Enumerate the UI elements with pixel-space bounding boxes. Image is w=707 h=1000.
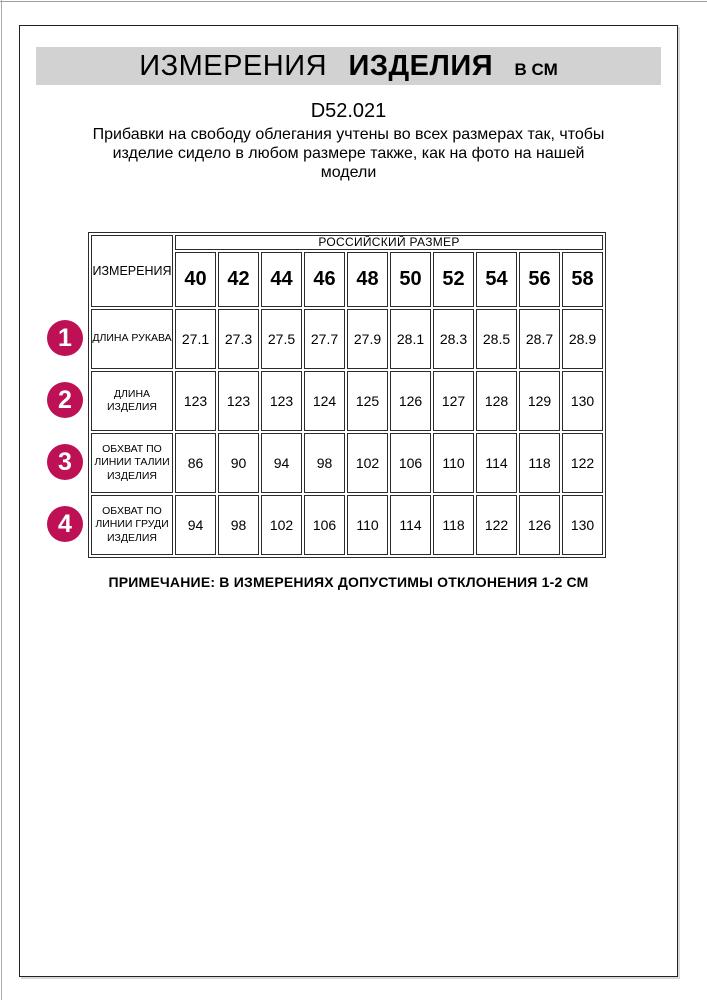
row-label-cell: ДЛИНА РУКАВА [91,309,173,369]
value-cell: 128 [476,371,517,431]
value-cell: 28.5 [476,309,517,369]
row-label-cell: ДЛИНА ИЗДЕЛИЯ [91,371,173,431]
value-cell: 28.7 [519,309,560,369]
value-cell: 102 [261,495,302,555]
note: ПРИМЕЧАНИЕ: В ИЗМЕРЕНИЯХ ДОПУСТИМЫ ОТКЛОНЕНИЯ 1-2 СМ [108,574,589,590]
size-column-header: 58 [562,252,603,307]
measurement-row [91,371,603,431]
title-measurements-word: ИЗМЕРЕНИЯ [139,50,328,82]
value-cell: 114 [476,433,517,493]
value-cell: 28.1 [390,309,431,369]
row-number-badge: 1 [47,320,83,356]
row-label-cell: ОБХВАТ ПО ЛИНИИ ТАЛИИ ИЗДЕЛИЯ [91,433,173,493]
size-column-header: 44 [261,252,302,307]
value-cell: 102 [347,433,388,493]
value-cell: 106 [390,433,431,493]
size-column-header: 42 [218,252,259,307]
value-cell: 124 [304,371,345,431]
description-line: Прибавки на свободу облегания учтены во всех размерах так, чтобы [92,126,605,143]
size-column-header: 46 [304,252,345,307]
value-cell: 130 [562,371,603,431]
value-cell: 118 [433,495,474,555]
value-cell: 110 [347,495,388,555]
value-cell: 98 [304,433,345,493]
value-cell: 27.7 [304,309,345,369]
title-product-word: ИЗДЕЛИЯ [348,50,494,82]
value-cell: 123 [175,371,216,431]
value-cell: 126 [390,371,431,431]
size-table-wrap [58,232,608,558]
value-cell: 122 [562,433,603,493]
value-cell: 110 [433,433,474,493]
title-bar [36,47,661,85]
page-sheet [19,25,678,977]
size-group-header: РОССИЙСКИЙ РАЗМЕР [175,235,603,250]
size-column-header: 50 [390,252,431,307]
value-cell: 94 [175,495,216,555]
group-header-row [91,235,603,250]
value-cell: 123 [218,371,259,431]
value-cell: 27.1 [175,309,216,369]
value-cell: 127 [433,371,474,431]
value-cell: 106 [304,495,345,555]
value-cell: 122 [476,495,517,555]
value-cell: 27.3 [218,309,259,369]
size-table-body [91,309,603,555]
row-number-badge: 2 [47,382,83,418]
size-column-header: 52 [433,252,474,307]
screen-edge-line-top [0,1,707,2]
measurement-row [91,495,603,555]
size-table [88,232,606,558]
value-cell: 94 [261,433,302,493]
size-column-header: 54 [476,252,517,307]
size-column-header: 56 [519,252,560,307]
value-cell: 125 [347,371,388,431]
description [20,125,677,182]
value-cell: 114 [390,495,431,555]
row-number-badge: 4 [47,506,83,542]
measurement-row [91,433,603,493]
value-cell: 90 [218,433,259,493]
value-cell: 28.9 [562,309,603,369]
product-code: D52.021 [310,100,387,122]
value-cell: 27.5 [261,309,302,369]
screen-edge-line-left [1,0,2,1000]
row-number-badge: 3 [47,444,83,480]
corner-header-cell: ИЗМЕРЕНИЯ [91,235,173,307]
size-column-header: 40 [175,252,216,307]
value-cell: 27.9 [347,309,388,369]
size-column-header: 48 [347,252,388,307]
value-cell: 123 [261,371,302,431]
description-line: модели [320,164,377,181]
title-units-label: В СМ [514,60,558,79]
value-cell: 28.3 [433,309,474,369]
value-cell: 126 [519,495,560,555]
value-cell: 98 [218,495,259,555]
measurement-row [91,309,603,369]
value-cell: 118 [519,433,560,493]
value-cell: 130 [562,495,603,555]
row-label-cell: ОБХВАТ ПО ЛИНИИ ГРУДИ ИЗДЕЛИЯ [91,495,173,555]
value-cell: 129 [519,371,560,431]
description-line: изделие сидело в любом размере также, как на фото на нашей [112,145,585,162]
size-table-head [91,235,603,307]
value-cell: 86 [175,433,216,493]
